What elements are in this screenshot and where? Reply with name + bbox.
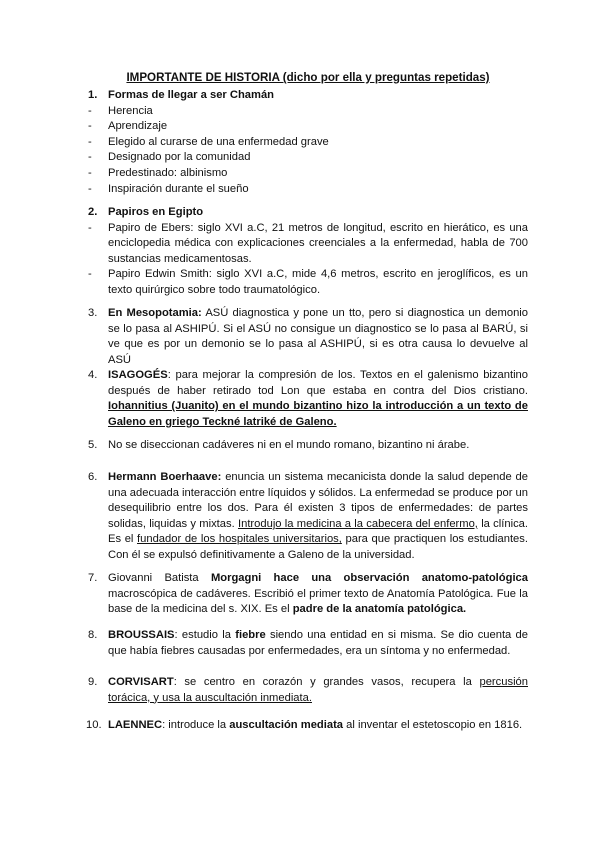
section-laennec: 10. LAENNEC: introduce la auscultación mediata al inventar el estetoscopio en 1816. (88, 718, 528, 734)
list-item: - Inspiración durante el sueño (88, 182, 249, 195)
section-number: 4. (88, 369, 98, 381)
section-mesopotamia: 3. En Mesopotamia: ASÚ diagnostica y pone un tto, pero si diagnostica un demonio se lo pasa al ASHIPÚ. Si el ASÚ no consigue un diagnostico se lo pasa al BARÚ, si ve que es por un demonio se lo pasa al ASHIPÚ, si es otra causa lo devuelve al ASÚ (88, 307, 528, 366)
section-morgagni: 7. Giovanni Batista Morgagni hace una observación anatomo-patológica macroscópica de cadáveres. Escribió el primer texto de Anatomía Patológica. Fue la base de la medicina del s. XIX. Es el padre de la anatomía patológica. (88, 572, 528, 616)
section-number: 6. (88, 471, 98, 483)
section-corvisart: 9. CORVISART: se centro en corazón y grandes vasos, recupera la percusión torácica, y usa la auscultación inmediata. (88, 676, 528, 704)
section-number: 9. (88, 676, 98, 688)
section-number: 7. (88, 572, 98, 584)
section-number: 3. (88, 307, 98, 319)
section-dissection: 5. No se diseccionan cadáveres ni en el mundo romano, bizantino ni árabe. (88, 438, 528, 454)
section-heading: 2. Papiros en Egipto (88, 205, 528, 221)
list-item: - Papiro de Ebers: siglo XVI a.C, 21 metros de longitud, escrito en hierático, es una enciclopedia médica con explicaciones creenciales a la enfermedad, habla de 700 sustancias medicamentosas. (88, 221, 528, 265)
list-item: - Designado por la comunidad (88, 151, 251, 164)
list-item: - Papiro Edwin Smith: siglo XVI a.C, mide 4,6 metros, escrito en jeroglíficos, es un texto quirúrgico sobre todo traumatológico. (88, 268, 528, 296)
section-number: 10. (86, 719, 102, 731)
section-isagoges: 4. ISAGOGÉS: para mejorar la compresión de los. Textos en el galenismo bizantino después de haber retirado tod Lon que estaba en contra del Dios cristiano. Iohannitius (Juanito) en el mundo bizantino hizo la introducción a un texto de Galeno en griego Teckné latriké de Galeno. (88, 369, 528, 428)
section-shaman (88, 88, 528, 197)
section-egypt-papyri (88, 205, 528, 299)
section-number: 1. (88, 89, 98, 101)
section-number: 8. (88, 629, 98, 641)
section-number: 2. (88, 206, 98, 218)
page-title: IMPORTANTE DE HISTORIA (dicho por ella y preguntas repetidas) (126, 71, 490, 84)
section-heading: 1. Formas de llegar a ser Chamán (88, 88, 528, 104)
section-number: 5. (88, 439, 98, 451)
list-item: - Predestinado: albinismo (88, 166, 228, 179)
section-boerhaave: 6. Hermann Boerhaave: enuncia un sistema mecanicista donde la salud depende de una adecuada interacción entre líquidos y sólidos. La enfermedad se produce por un desequilibrio entre los dos. Para él existen 3 tipos de enfermedades: de partes solidas, liquidas y mixtas. Introdujo la medicina a la cabecera del enfermo, la clínica. Es el fundador de los hospitales universitarios, para que practiquen los estudiantes. Con él se expulsó definitivamente a Galeno de la universidad. (88, 471, 528, 561)
list-item: - Aprendizaje (88, 120, 168, 133)
list-item: - Elegido al curarse de una enfermedad grave (88, 135, 329, 148)
list-item: - Herencia (88, 104, 153, 117)
section-broussais: 8. BROUSSAIS: estudio la fiebre siendo una entidad en si misma. Se dio cuenta de que había fiebres causadas por enfermedades, era un síntoma y no enfermedad. (88, 629, 528, 657)
